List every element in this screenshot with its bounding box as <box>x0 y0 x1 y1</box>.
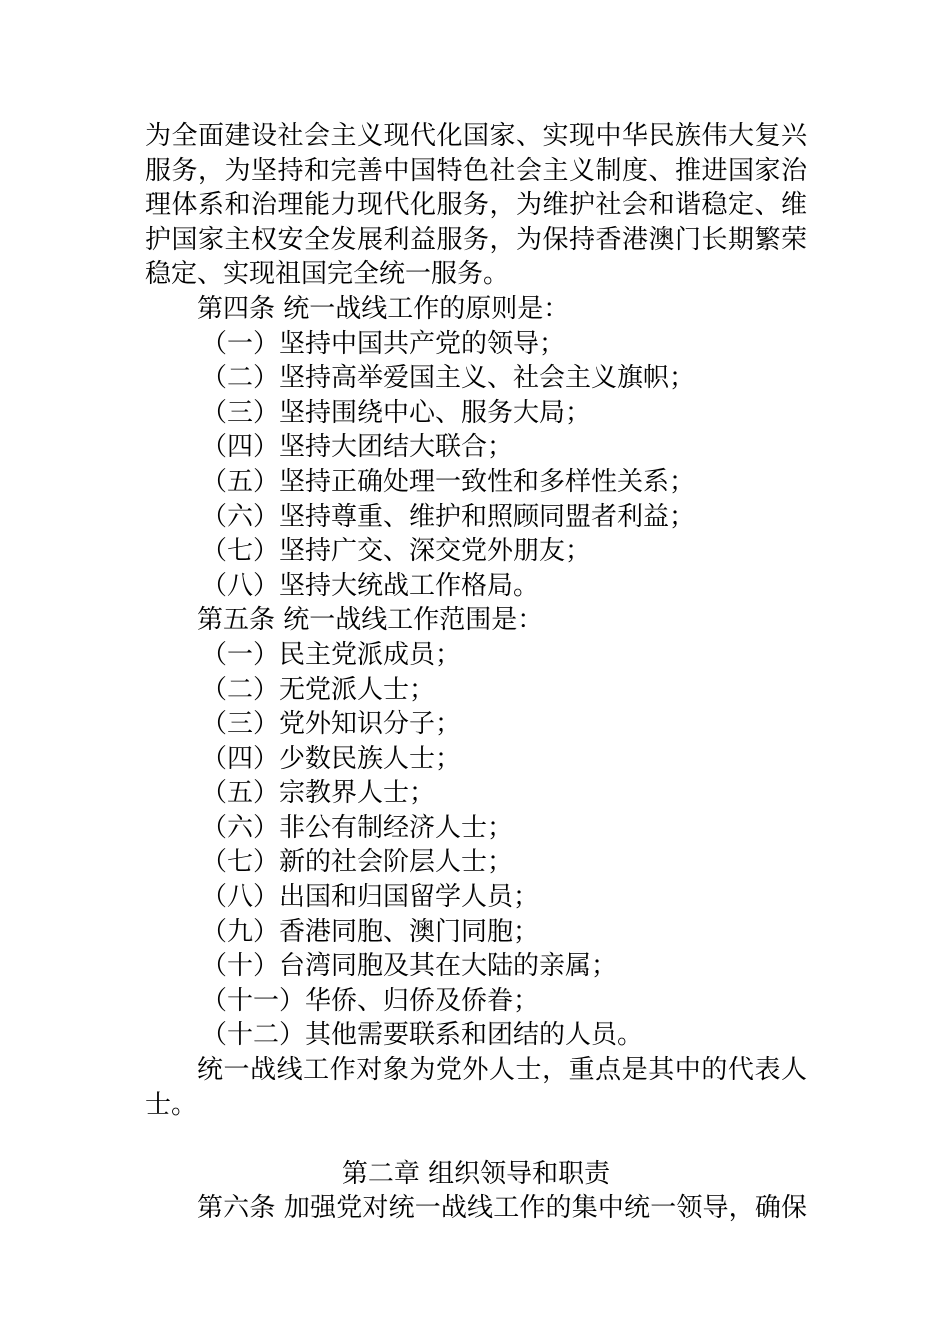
list-item: （一）坚持中国共产党的领导； <box>201 328 566 359</box>
paragraph-line: 统一战线工作对象为党外人士，重点是其中的代表人 <box>197 1055 807 1086</box>
list-item: （十一）华侨、归侨及侨眷； <box>201 985 540 1016</box>
paragraph-line: 士。 <box>145 1089 198 1120</box>
paragraph-line: 护国家主权安全发展利益服务，为保持香港澳门长期繁荣 <box>145 224 807 255</box>
list-item: （二）无党派人士； <box>201 674 436 705</box>
paragraph-line: 稳定、实现祖国完全统一服务。 <box>145 259 510 290</box>
list-item: （二）坚持高举爱国主义、社会主义旗帜； <box>201 363 696 394</box>
list-item: （四）少数民族人士； <box>201 743 462 774</box>
list-item: （九）香港同胞、澳门同胞； <box>201 916 540 947</box>
list-item: （六）非公有制经济人士； <box>201 812 514 843</box>
document-page <box>145 119 807 1226</box>
list-item: （六）坚持尊重、维护和照顾同盟者利益； <box>201 501 696 532</box>
paragraph-line: 理体系和治理能力现代化服务，为维护社会和谐稳定、维 <box>145 190 807 221</box>
list-item: （八）坚持大统战工作格局。 <box>201 570 540 601</box>
paragraph-line: 为全面建设社会主义现代化国家、实现中华民族伟大复兴 <box>145 121 807 151</box>
list-item: （三）党外知识分子； <box>201 709 462 740</box>
list-item: （五）宗教界人士； <box>201 778 436 809</box>
list-item: （七）新的社会阶层人士； <box>201 847 514 878</box>
article-6-line: 第六条 加强党对统一战线工作的集中统一领导，确保 <box>197 1193 807 1224</box>
list-item: （五）坚持正确处理一致性和多样性关系； <box>201 466 696 497</box>
list-item: （八）出国和归国留学人员； <box>201 882 540 913</box>
list-item: （十）台湾同胞及其在大陆的亲属； <box>201 951 618 982</box>
chapter-title: 第二章 组织领导和职责 <box>341 1158 611 1189</box>
article-4-heading: 第四条 统一战线工作的原则是： <box>197 293 570 324</box>
list-item: （十二）其他需要联系和团结的人员。 <box>201 1020 644 1051</box>
list-item: （一）民主党派成员； <box>201 639 462 670</box>
list-item: （七）坚持广交、深交党外朋友； <box>201 536 592 567</box>
list-item: （四）坚持大团结大联合； <box>201 432 514 463</box>
paragraph-line: 服务，为坚持和完善中国特色社会主义制度、推进国家治 <box>145 155 807 186</box>
blank-line <box>145 1122 807 1157</box>
article-5-heading: 第五条 统一战线工作范围是： <box>197 605 544 636</box>
list-item: （三）坚持围绕中心、服务大局； <box>201 397 592 428</box>
